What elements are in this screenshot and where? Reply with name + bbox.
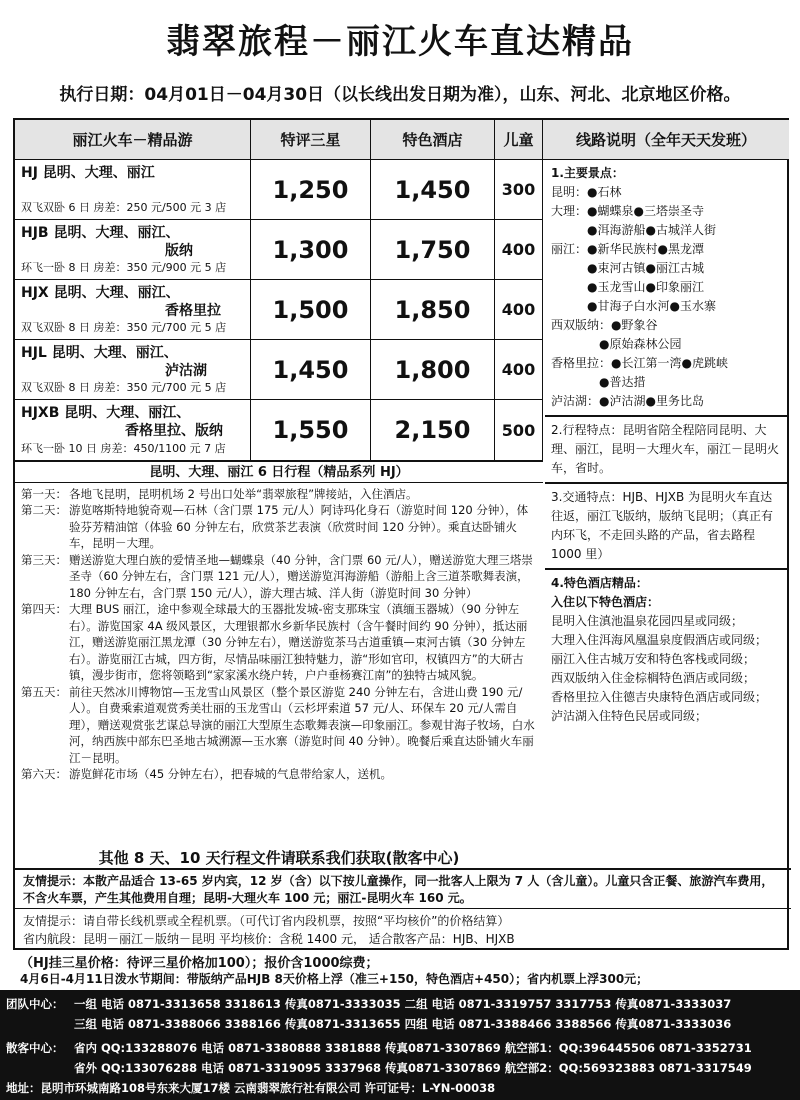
table-row bbox=[15, 280, 543, 340]
product-code: HJX 昆明、大理、丽江、 bbox=[21, 285, 180, 301]
spot-line: ●束河古镇●丽江古城 bbox=[551, 261, 704, 275]
contact-footer bbox=[0, 990, 800, 1100]
price-hotel: 1,850 bbox=[371, 280, 495, 339]
price-child: 500 bbox=[495, 400, 543, 460]
price-3star: 1,300 bbox=[251, 220, 371, 279]
itinerary-day bbox=[21, 684, 537, 767]
day-text: 各地飞昆明，昆明机场 2 号出口处举“翡翠旅程”牌接站，入住酒店。 bbox=[69, 486, 418, 501]
day-text: 前往天然冰川博物馆—玉龙雪山风景区（整个景区游览 240 分钟左右，含进山费 190 元/人）。自费乘索道观赏秀美壮丽的玉龙雪山（云杉坪索道 57 元/人、环保车 20 元/人需自理），赠送观赏张艺谋总导演的丽江大型原生态歌舞表演—印象丽江。参观甘海子牧场，白水河，纳西族中部东巴圣地古城溯源—玉水寨（游览时间 40 分钟）。晚餐后乘直达卧铺火车丽江－昆明。 bbox=[69, 684, 535, 765]
day-text: 赠送游览大理白族的爱情圣地—蝴蝶泉（40 分钟，含门票 60 元/人），赠送游览大理三塔崇圣寺（60 分钟左右，含门票 121 元/人），赠送游览洱海游船（游船上含三道茶歌舞表演，180 分钟左右，含门票 150 元/人），游大理古城、洋人街（游览时间 30 分钟） bbox=[69, 552, 533, 600]
team-line: 一组 电话 0871-3313658 3318613 传真0871-3333035 二组 电话 0871-3319757 3317753 传真0871-3333037 bbox=[74, 997, 732, 1011]
other-itineraries: 其他 8 天、10 天行程文件请联系我们获取(散客中心) bbox=[98, 849, 460, 867]
tip-children: 友情提示：本散产品适合 13-65 岁内宾，12 岁（含）以下按儿童操作，同一批客人上限为 7 人（含儿童）。儿童只含正餐、旅游汽车费用，不含火车票，产生其他费用自理；昆明-大理火车 100 元；丽江-昆明火车 160 元。 bbox=[15, 868, 791, 909]
route-title: 线路说明（全年天天发班） bbox=[543, 120, 789, 160]
promo-line-1: （HJ挂三星价格：待评三星价格加100）；报价含1000综费； bbox=[20, 956, 379, 971]
page-title: 翡翠旅程－丽江火车直达精品 bbox=[166, 22, 634, 62]
product-dest: 香格里拉 bbox=[165, 303, 221, 319]
spot-line: ●玉龙雪山●印象丽江 bbox=[551, 280, 704, 294]
product-note: 双飞双卧 6 日 房差：250 元/500 元 3 店 bbox=[21, 201, 227, 214]
product-dest: 版纳 bbox=[165, 243, 193, 259]
price-hotel: 1,800 bbox=[371, 340, 495, 399]
price-3star: 1,500 bbox=[251, 280, 371, 339]
day-label: 第四天： bbox=[21, 602, 67, 616]
route-info bbox=[545, 160, 789, 730]
hotels-title: 4.特色酒店精品： bbox=[551, 576, 648, 590]
itinerary-day bbox=[21, 552, 537, 602]
hotel-line: 丽江入住古城万安和特色客栈或同级； bbox=[551, 652, 756, 666]
hotel-line: 西双版纳入住金棕榈特色酒店或同级； bbox=[551, 671, 756, 685]
team-label: 团队中心： bbox=[6, 997, 64, 1011]
table-row bbox=[15, 220, 543, 280]
route-spots-title: 1.主要景点： bbox=[551, 166, 624, 180]
product-note: 双飞双卧 8 日 房差：350 元/700 元 5 店 bbox=[21, 321, 227, 334]
itinerary-day bbox=[21, 601, 537, 684]
product-code: HJ 昆明、大理、丽江 bbox=[21, 165, 155, 181]
price-child: 400 bbox=[495, 340, 543, 399]
product-dest: 香格里拉、版纳 bbox=[125, 423, 223, 439]
spot-line: ●洱海游船●古城洋人街 bbox=[551, 223, 716, 237]
table-row bbox=[15, 400, 543, 462]
product-dest: 泸沽湖 bbox=[165, 363, 207, 379]
day-label: 第二天： bbox=[21, 503, 67, 517]
spot-line: ●原始森林公园 bbox=[551, 337, 682, 351]
col-header-3star: 特评三星 bbox=[251, 120, 371, 160]
itinerary-title: 昆明、大理、丽江 6 日行程（精品系列 HJ） bbox=[15, 465, 543, 483]
day-text: 大理 BUS 丽江，途中参观全球最大的玉器批发城-密支那珠宝（滇缅玉器城）（90 分钟左右）。游览国家 4A 级风景区，大理银都水乡新华民族村（含午餐时间约 90 分钟），抵达丽江，赠送游览丽江黑龙潭（30 分钟左右），赠送游览茶马古道重镇—束河古镇（30 分钟左右）。游览丽江古城，四方街，尽情品味丽江独特魅力，游“形如官印，权镇四方”的大研古镇，漫步街市，您将领略到“家家溪水绕户转，户户垂杨赛江南”的独特古城风貌。 bbox=[69, 602, 528, 682]
day-label: 第一天： bbox=[21, 486, 67, 501]
price-child: 300 bbox=[495, 160, 543, 219]
validity-dates: 执行日期：04月01日－04月30日（以长线出发日期为准），山东、河北、北京地区价格。 bbox=[59, 85, 741, 105]
price-3star: 1,450 bbox=[251, 340, 371, 399]
spot-line: 大理：●蝴蝶泉●三塔崇圣寺 bbox=[551, 204, 704, 218]
hotel-line: 香格里拉入住德吉央康特色酒店或同级； bbox=[551, 690, 768, 704]
day-label: 第六天： bbox=[21, 767, 67, 781]
product-code: HJXB 昆明、大理、丽江、 bbox=[21, 405, 191, 421]
spot-line: 昆明：●石林 bbox=[551, 185, 622, 199]
col-header-child: 儿童 bbox=[495, 120, 543, 160]
price-3star: 1,250 bbox=[251, 160, 371, 219]
spot-line: ●甘海子白水河●玉水寨 bbox=[551, 299, 716, 313]
day-label: 第三天： bbox=[21, 552, 67, 567]
address: 地址：昆明市环城南路108号东来大厦17楼 云南翡翠旅行社有限公司 许可证号：L-YN-00038 bbox=[6, 1081, 496, 1095]
price-hotel: 1,750 bbox=[371, 220, 495, 279]
team-line: 三组 电话 0871-3388066 3388166 传真0871-3313655 四组 电话 0871-3388466 3388566 传真0871-3333036 bbox=[74, 1017, 732, 1031]
table-row bbox=[15, 160, 543, 220]
route-features: 2.行程特点：昆明省陪全程陪同昆明、大理、丽江，昆明－大理火车，丽江－昆明火车，省时。 bbox=[545, 417, 789, 484]
product-code: HJB 昆明、大理、丽江、 bbox=[21, 225, 180, 241]
price-child: 400 bbox=[495, 280, 543, 339]
hotel-line: 昆明入住滇池温泉花园四星或同级； bbox=[551, 614, 744, 628]
day-text: 游览鲜花市场（45 分钟左右），把春城的气息带给家人，送机。 bbox=[69, 767, 393, 781]
fit-line: 省外 QQ:133076288 电话 0871-3319095 3337968 传真0871-3307869 航空部2：QQ:569323883 0871-3317549 bbox=[74, 1061, 752, 1075]
tip-flights: 省内航段：昆明－丽江－版纳－昆明 平均核价：含税 1400 元， 适合散客产品：HJB、HJXB bbox=[23, 932, 515, 946]
promo-line-2: 4月6日-4月11日泼水节期间：带版纳产品HJB 8天价格上浮（准三+150，特色酒店+450）；省内机票上浮300元； bbox=[20, 972, 649, 986]
tip-tickets: 友情提示：请自带长线机票或全程机票。（可代订省内段机票，按照“平均核价”的价格结算） bbox=[23, 914, 510, 928]
itinerary-day bbox=[21, 502, 537, 552]
hotels-sub: 入住以下特色酒店： bbox=[551, 595, 660, 609]
spot-line: ●普达措 bbox=[551, 375, 646, 389]
itinerary-day bbox=[21, 766, 537, 783]
fit-line: 省内 QQ:133288076 电话 0871-3380888 3381888 传真0871-3307869 航空部1：QQ:396445506 0871-3352731 bbox=[74, 1041, 752, 1055]
product-note: 环飞一卧 8 日 房差：350 元/900 元 5 店 bbox=[21, 261, 227, 274]
col-header-hotel: 特色酒店 bbox=[371, 120, 495, 160]
itinerary-day bbox=[21, 486, 537, 503]
spot-line: 泸沽湖：●泸沽湖●里务比岛 bbox=[551, 394, 704, 408]
hotel-line: 大理入住洱海风凰温泉度假酒店或同级； bbox=[551, 633, 768, 647]
itinerary bbox=[15, 465, 543, 783]
product-code: HJL 昆明、大理、丽江、 bbox=[21, 345, 178, 361]
price-hotel: 1,450 bbox=[371, 160, 495, 219]
route-hotels bbox=[545, 570, 789, 730]
route-spots bbox=[545, 160, 789, 417]
header bbox=[0, 0, 800, 118]
route-transport: 3.交通特点：HJB、HJXB 为昆明火车直达往返，丽江飞版纳，版纳飞昆明；（真正有内环飞，不走回头路的产品，省去路程 1000 里） bbox=[545, 484, 789, 570]
fit-label: 散客中心： bbox=[6, 1041, 64, 1055]
spot-line: 丽江：●新华民族村●黑龙潭 bbox=[551, 242, 704, 256]
spot-line: 香格里拉：●长江第一湾●虎跳峡 bbox=[551, 356, 728, 370]
product-note: 双飞双卧 8 日 房差：350 元/700 元 5 店 bbox=[21, 381, 227, 394]
price-3star: 1,550 bbox=[251, 400, 371, 460]
main-table bbox=[13, 118, 789, 950]
spot-line: 西双版纳：●野象谷 bbox=[551, 318, 658, 332]
day-label: 第五天： bbox=[21, 684, 67, 699]
price-child: 400 bbox=[495, 220, 543, 279]
hotel-line: 泸沽湖入住特色民居或同级； bbox=[551, 709, 708, 723]
col-header-product: 丽江火车－精品游 bbox=[15, 120, 251, 160]
price-hotel: 2,150 bbox=[371, 400, 495, 460]
day-text: 游览喀斯特地貌奇观—石林（含门票 175 元/人）阿诗玛化身石（游览时间 120 分钟），体验芬芳精油馆（体验 60 分钟左右，欣赏茶艺表演（欣赏时间 120 分钟）。乘直达卧铺火车，昆明－大理。 bbox=[69, 503, 529, 550]
table-row bbox=[15, 340, 543, 400]
product-note: 环飞一卧 10 日 房差：450/1100 元 7 店 bbox=[21, 442, 226, 455]
